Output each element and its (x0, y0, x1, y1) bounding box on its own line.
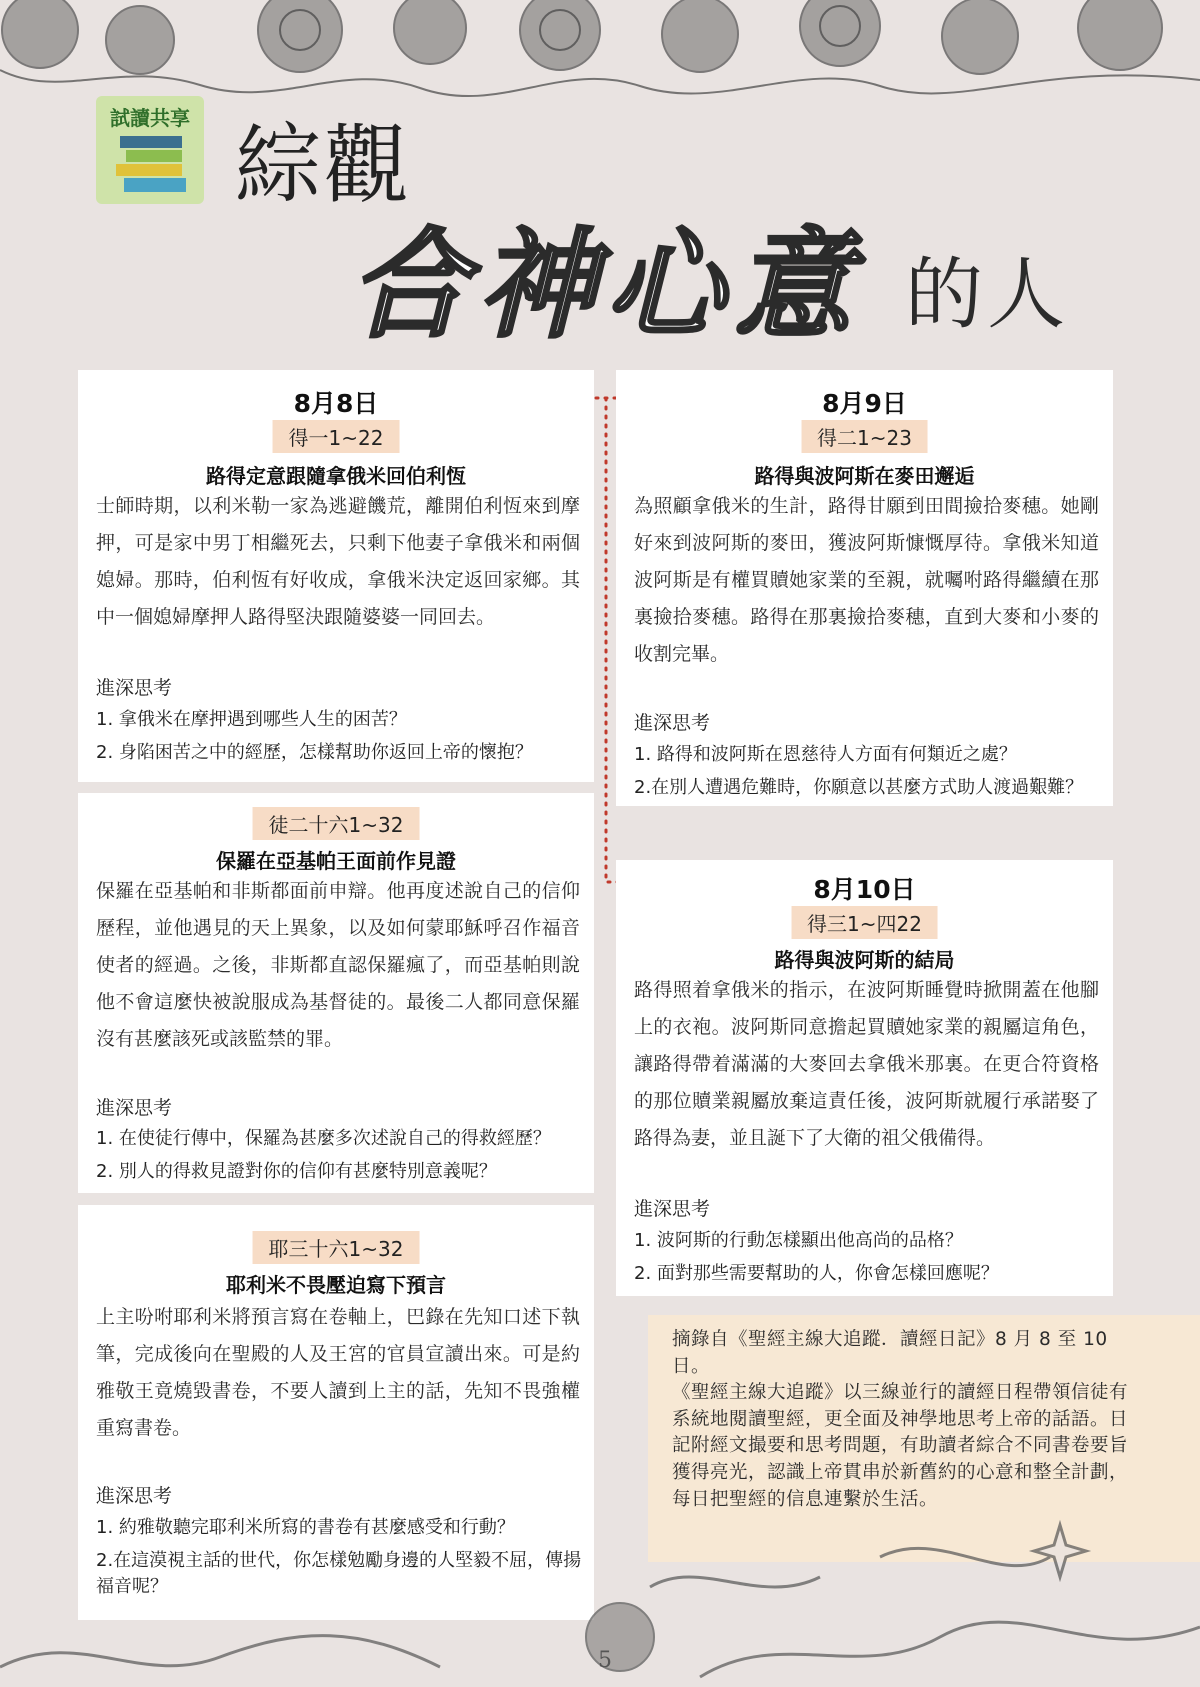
books-icon (96, 130, 204, 204)
scripture-reference: 耶三十六1~32 (253, 1231, 420, 1264)
trial-reading-badge (96, 96, 204, 204)
reading-card-aug8 (78, 370, 594, 782)
excerpt-description: 《聖經主線大追蹤》以三線並行的讀經日程帶領信徒有系統地閱讀聖經，更全面及神學地思考上帝的話語。日記附經文撮要和思考問題，有助讀者綜合不同書卷要旨獲得亮光，認識上帝貫串於新舊約的心意和整全計劃，每日把聖經的信息連繫於生活。 (672, 1382, 1129, 1510)
card-body: 為照顧拿俄米的生計，路得甘願到田間撿拾麥穗。她剛好來到波阿斯的麥田，獲波阿斯慷慨厚待。拿俄米知道波阿斯是有權買贖她家業的至親，就囑咐路得繼續在那裏撿拾麥穗。路得在那裏撿拾麥穗，直到大麥和小麥的收割完畢。 (634, 495, 1099, 665)
excerpt-source: 摘錄自《聖經主線大追蹤．讀經日記》8 月 8 至 10 日。 (672, 1329, 1108, 1377)
reflection-label: 進深思考 (96, 1097, 173, 1119)
card-body: 士師時期，以利米勒一家為逃避饑荒，離開伯利恆來到摩押，可是家中男丁相繼死去，只剩下他妻子拿俄米和兩個媳婦。那時，伯利恆有好收成，拿俄米決定返回家鄉。其中一個媳婦摩押人路得堅決跟隨婆婆一同回去。 (96, 495, 580, 628)
card-date: 8月10日 (813, 875, 916, 904)
reflection-question: 2. 別人的得救見證對你的信仰有甚麼特別意義呢？ (96, 1161, 497, 1182)
card-heading: 保羅在亞基帕王面前作見證 (216, 849, 456, 873)
card-heading: 路得與波阿斯在麥田邂逅 (754, 464, 975, 488)
reading-card-acts (78, 793, 594, 1193)
card-heading: 路得與波阿斯的結局 (774, 948, 955, 972)
reflection-label: 進深思考 (634, 1198, 711, 1220)
reflection-question: 2.在這漠視主話的世代，你怎樣勉勵身邊的人堅毅不屈，傳揚福音呢？ (96, 1550, 582, 1597)
card-date: 8月9日 (822, 389, 907, 418)
card-heading: 耶利米不畏壓迫寫下預言 (226, 1273, 446, 1297)
card-body: 保羅在亞基帕和非斯都面前申辯。他再度述說自己的信仰歷程，並他遇見的天上異象，以及如何蒙耶穌呼召作福音使者的經過。之後，非斯都直認保羅瘋了，而亞基帕則說他不會這麼快被說服成為基督徒的。最後二人都同意保羅沒有甚麼該死或該監禁的罪。 (96, 880, 580, 1050)
reflection-label: 進深思考 (96, 1485, 173, 1507)
reflection-question: 1. 約雅敬聽完耶利米所寫的書卷有甚麼感受和行動？ (96, 1517, 515, 1538)
card-heading: 路得定意跟隨拿俄米回伯利恆 (206, 464, 466, 488)
reflection-label: 進深思考 (634, 712, 711, 734)
title-line-3: 的人 (905, 250, 1070, 340)
title-line-2: 合神心意 (350, 215, 863, 354)
badge-label: 試讀共享 (110, 106, 190, 130)
card-body: 路得照着拿俄米的指示，在波阿斯睡覺時掀開蓋在他腳上的衣袍。波阿斯同意擔起買贖她家業的親屬這角色，讓路得帶着滿滿的大麥回去拿俄米那裏。在更合符資格的那位贖業親屬放棄這責任後，波阿斯就履行承諾娶了路得為妻，並且誕下了大衛的祖父俄備得。 (634, 979, 1099, 1149)
reflection-question: 1. 拿俄米在摩押遇到哪些人生的困苦？ (96, 709, 407, 730)
scripture-reference: 得一1~22 (273, 420, 400, 453)
reflection-label: 進深思考 (96, 677, 173, 699)
scripture-reference: 得二1~23 (801, 420, 928, 453)
reflection-question: 1. 路得和波阿斯在恩慈待人方面有何類近之處？ (634, 744, 1017, 765)
reading-card-aug10 (616, 860, 1113, 1296)
reflection-question: 2. 身陷困苦之中的經歷，怎樣幫助你返回上帝的懷抱？ (96, 742, 533, 763)
reflection-question: 2.在別人遭遇危難時，你願意以甚麼方式助人渡過艱難？ (634, 777, 1084, 798)
page-number: 5 (598, 1648, 612, 1673)
title-line-1: 綜觀 (235, 116, 411, 216)
reflection-question: 1. 在使徒行傳中，保羅為甚麼多次述說自己的得救經歷？ (96, 1128, 551, 1149)
scripture-reference: 徒二十六1~32 (253, 807, 420, 840)
reflection-question: 1. 波阿斯的行動怎樣顯出他高尚的品格？ (634, 1230, 963, 1251)
scripture-reference: 得三1~四22 (791, 906, 938, 939)
card-date: 8月8日 (293, 389, 379, 418)
reading-card-aug9 (616, 370, 1113, 806)
floral-decoration-top (0, 0, 1200, 110)
card-body: 上主吩咐耶利米將預言寫在卷軸上，巴錄在先知口述下執筆，完成後向在聖殿的人及王宮的官員宣讀出來。可是約雅敬王竟燒毀書卷，不要人讀到上主的話，先知不畏強權重寫書卷。 (96, 1306, 580, 1439)
reflection-question: 2. 面對那些需要幫助的人，你會怎樣回應呢？ (634, 1263, 999, 1284)
